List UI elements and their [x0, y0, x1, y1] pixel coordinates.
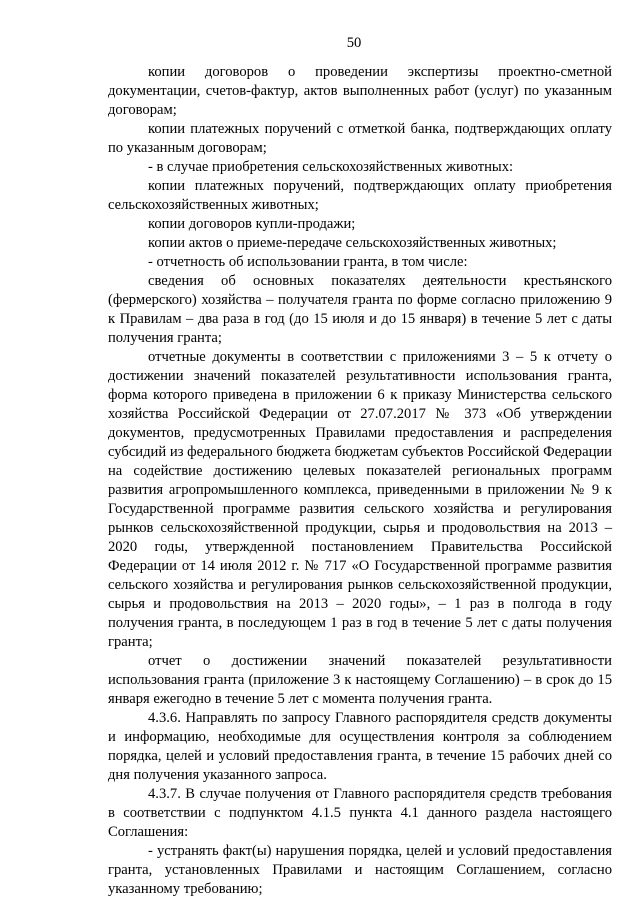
- paragraph-animals-purchase: - в случае приобретения сельскохозяйственных животных:: [148, 159, 514, 175]
- paragraph-grant-reporting: - отчетность об использовании гранта, в том числе:: [148, 254, 468, 270]
- paragraph-effectiveness-report: отчет о достижении значений показателей результативности использования гранта (приложение 3 к настоящему Соглашению) – в срок до 15 января ежегодно в течение 5 лет с момента получения гранта.: [108, 653, 612, 707]
- paragraph-eliminate-violations: - устранять факт(ы) нарушения порядка, целей и условий предоставления гранта, установленных Правилами и настоящим Соглашением, согласно указанному требованию;: [108, 843, 612, 897]
- paragraph-payment-orders: копии платежных поручений с отметкой банка, подтверждающих оплату по указанным договорам;: [108, 121, 612, 156]
- paragraph-4-3-7: 4.3.7. В случае получения от Главного распорядителя средств требования в соответствии с подпунктом 4.1.5 пункта 4.1 данного раздела настоящего Соглашения:: [108, 786, 612, 840]
- paragraph-farm-indicators: сведения об основных показателях деятельности крестьянского (фермерского) хозяйства – получателя гранта по форме согласно приложению 9 к Правилам – два раза в год (до 15 июля и до 15 января) в течение 5 лет с даты получения гранта;: [108, 273, 612, 346]
- paragraph-animals-payment-orders: копии платежных поручений, подтверждающих оплату приобретения сельскохозяйственных животных;: [108, 178, 612, 213]
- paragraph-contracts-expertise: копии договоров о проведении экспертизы проектно-сметной документации, счетов-фактур, актов выполненных работ (услуг) по указанным договорам;: [108, 64, 612, 118]
- paragraph-4-3-6: 4.3.6. Направлять по запросу Главного распорядителя средств документы и информацию, необходимые для осуществления контроля за соблюдением порядка, целей и условий предоставления гранта, в течение 15 рабочих дней со дня получения указанного запроса.: [108, 710, 612, 783]
- paragraph-report-documents: отчетные документы в соответствии с приложениями 3 – 5 к отчету о достижении значений показателей результативности использования гранта, форма которого приведена в приложении 6 к приказу Министерства сельского хозяйства Российской Федерации от 27.07.2017 № 373 «Об утверждении документов, предусмотренных Правилами предоставления и распределения субсидий из федерального бюджета бюджетам субъектов Российской Федерации на содействие достижению целевых показателей региональных программ развития агропромышленного комплекса, приведенными в приложении № 9 к Государственной программе развития сельского хозяйства и регулирования рынков сельскохозяйственной продукции, сырья и продовольствия на 2013 – 2020 годы, утвержденной постановлением Правительства Российской Федерации от 14 июля 2012 г. № 717 «О Государственной программе развития сельского хозяйства и регулирования рынков сельскохозяйственной продукции, сырья и продовольствия на 2013 – 2020 годы», – 1 раз в полгода в году получения гранта, в последующем 1 раз в год в течение 5 лет с даты получения гранта;: [108, 349, 612, 650]
- paragraph-transfer-acts: копии актов о приеме-передаче сельскохозяйственных животных;: [148, 235, 557, 251]
- page-number: 50: [346, 35, 362, 51]
- paragraph-sale-contracts: копии договоров купли-продажи;: [148, 216, 356, 232]
